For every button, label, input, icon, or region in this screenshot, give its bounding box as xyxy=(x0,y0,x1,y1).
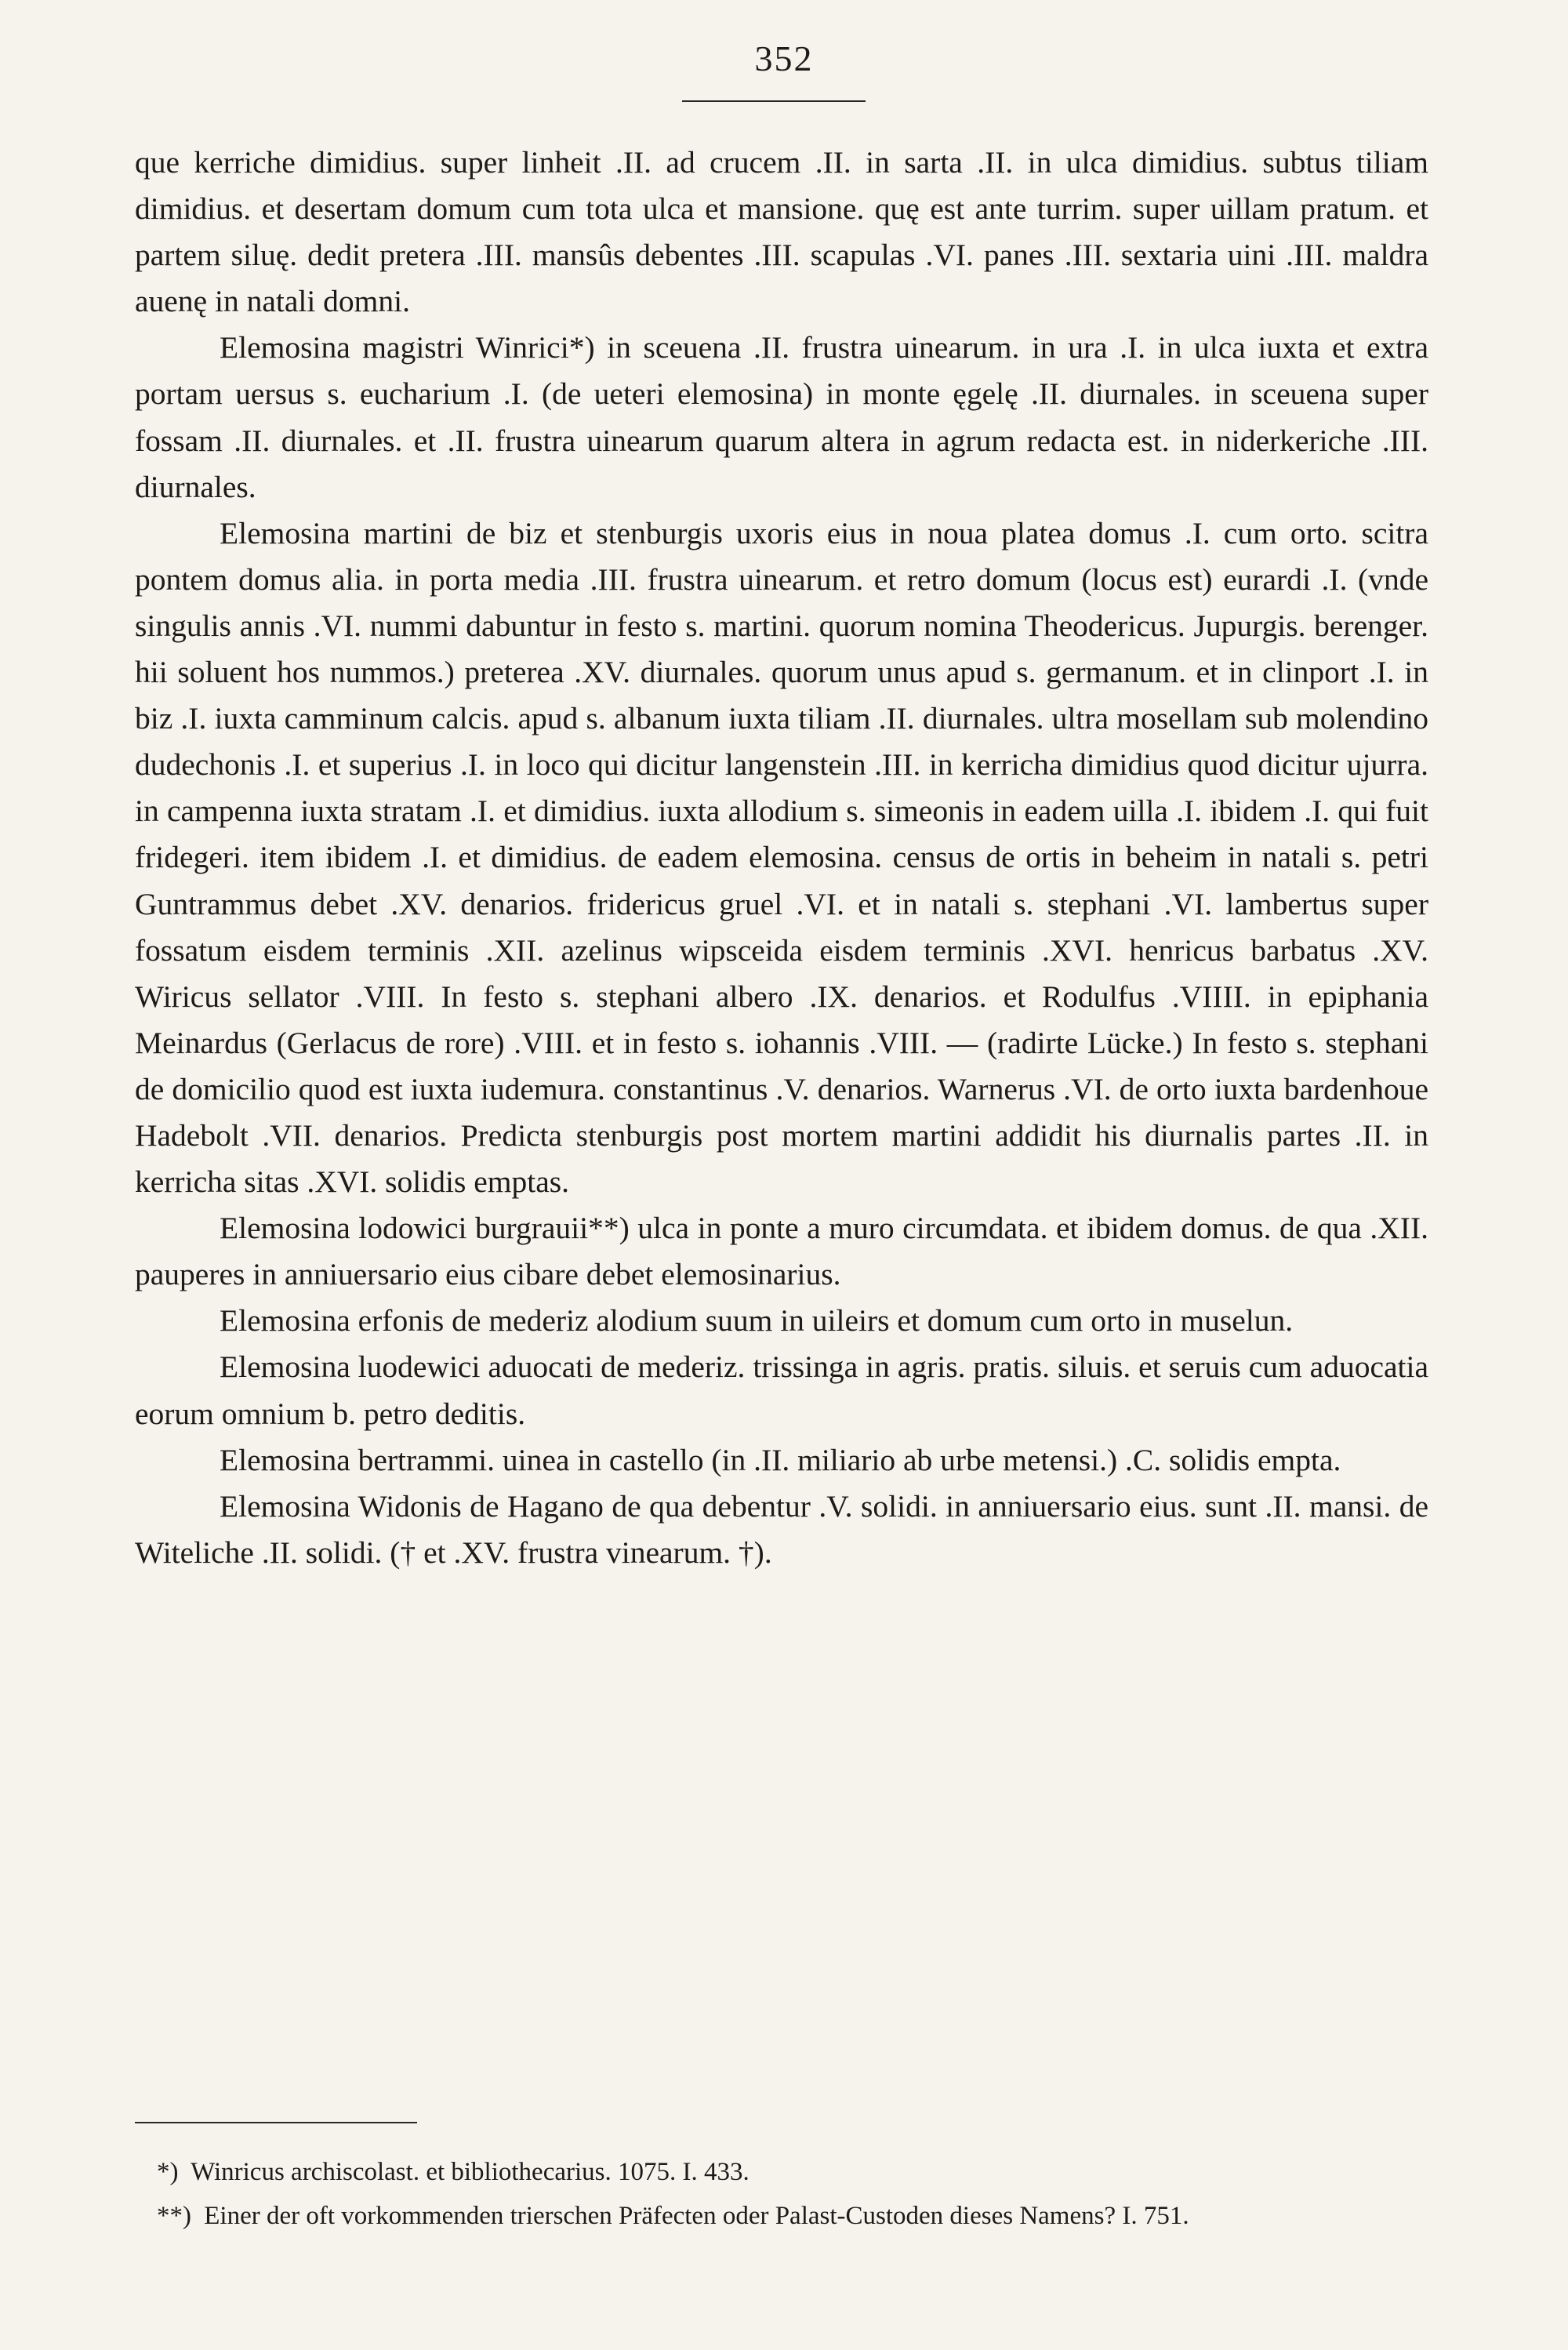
footnote-marker: *) xyxy=(157,2158,179,2186)
footnote xyxy=(118,2150,1466,2194)
footnotes xyxy=(118,2150,1466,2238)
paragraph-elemosina-lodowici: Elemosina lodowici burgrauii**) ulca in ponte a muro circumdata. et ibidem domus. de qua .XII. pauperes in anniuersario eius cibare debet elemosinarius. xyxy=(135,1211,1428,1292)
paragraph-continuation: que kerriche dimidius. super linheit .II. ad crucem .II. in sarta .II. in ulca dimidius. subtus tiliam dimidius. et desertam domum cum tota ulca et mansione. quę est ante turrim. super uillam pratum. et partem siluę. dedit pretera .III. mansûs debentes .III. scapulas .VI. panes .III. sextaria uini .III. maldra auenę in natali domni. xyxy=(135,145,1428,319)
main-text xyxy=(135,140,1428,1576)
paragraph-elemosina-widonis: Elemosina Widonis de Hagano de qua debentur .V. solidi. in anniuersario eius. sunt .II. mansi. de Witeliche .II. solidi. († et .XV. frustra vinearum. †). xyxy=(135,1488,1428,1570)
paragraph-elemosina-erfonis: Elemosina erfonis de mederiz alodium suum in uileirs et domum cum orto in muselun. xyxy=(220,1303,1294,1338)
footnote xyxy=(118,2194,1466,2238)
footnote-text: Winricus archiscolast. et bibliothecarius. 1075. I. 433. xyxy=(191,2158,750,2186)
paragraph-elemosina-martini: Elemosina martini de biz et stenburgis uxoris eius in noua platea domus .I. cum orto. scitra pontem domus alia. in porta media .III. frustra uinearum. et retro domum (locus est) eurardi .I. (vnde singulis annis .VI. nummi dabuntur in festo s. martini. quorum nomina Theodericus. Jupurgis. berenger. hii soluent hos nummos.) preterea .XV. diurnales. quorum unus apud s. germanum. et in clinport .I. in biz .I. iuxta camminum calcis. apud s. albanum iuxta tiliam .II. diurnales. ultra mosellam sub molendino dudechonis .I. et superius .I. in loco qui dicitur langenstein .III. in kerricha dimidius quod dicitur ujurra. in campenna iuxta stratam .I. et dimidius. iuxta allodium s. simeonis in eadem uilla .I. ibidem .I. qui fuit fridegeri. item ibidem .I. et dimidius. de eadem elemosina. census de ortis in beheim in natali s. petri Guntrammus debet .XV. denarios. fridericus gruel .VI. et in natali s. stephani .VI. lambertus super fossatum eisdem terminis .XII. azelinus wipsceida eisdem terminis .XVI. henricus barbatus .XV. Wiricus sellator .VIII. In festo s. stephani albero .IX. denarios. et Rodulfus .VIIII. in epiphania Meinardus (Gerlacus de rore) .VIII. et in festo s. iohannis .VIII. — (radirte Lücke.) In festo s. stephani de domicilio quod est iuxta iudemura. constantinus .V. denarios. Warnerus .VI. de orto iuxta bardenhoue Hadebolt .VII. denarios. Predicta stenburgis post mortem martini addidit his diurnalis partes .II. in kerricha sitas .XVI. solidis emptas. xyxy=(135,515,1428,1200)
page-number: 352 xyxy=(754,38,814,78)
paragraph-elemosina-luodewici: Elemosina luodewici aduocati de mederiz. trissinga in agris. pratis. siluis. et seruis cum aduocatia eorum omnium b. petro deditis. xyxy=(135,1349,1428,1431)
paragraph-elemosina-bertrammi: Elemosina bertrammi. uinea in castello (in .II. miliario ab urbe metensi.) .C. solidis empta. xyxy=(220,1442,1341,1477)
paragraph-elemosina-winrici: Elemosina magistri Winrici*) in sceuena .II. frustra uinearum. in ura .I. in ulca iuxta et extra portam uersus s. eucharium .I. (de ueteri elemosina) in monte ęgelę .II. diurnales. in sceuena super fossam .II. diurnales. et .II. frustra uinearum quarum altera in agrum redacta est. in niderkeriche .III. diurnales. xyxy=(135,330,1428,504)
footnote-separator xyxy=(135,2122,417,2123)
footnote-text: Einer der oft vorkommenden trierschen Präfecten oder Palast-Custoden dieses Namens? I. 751. xyxy=(204,2202,1189,2230)
page-number-rule xyxy=(682,100,866,102)
footnote-marker: **) xyxy=(157,2202,191,2230)
